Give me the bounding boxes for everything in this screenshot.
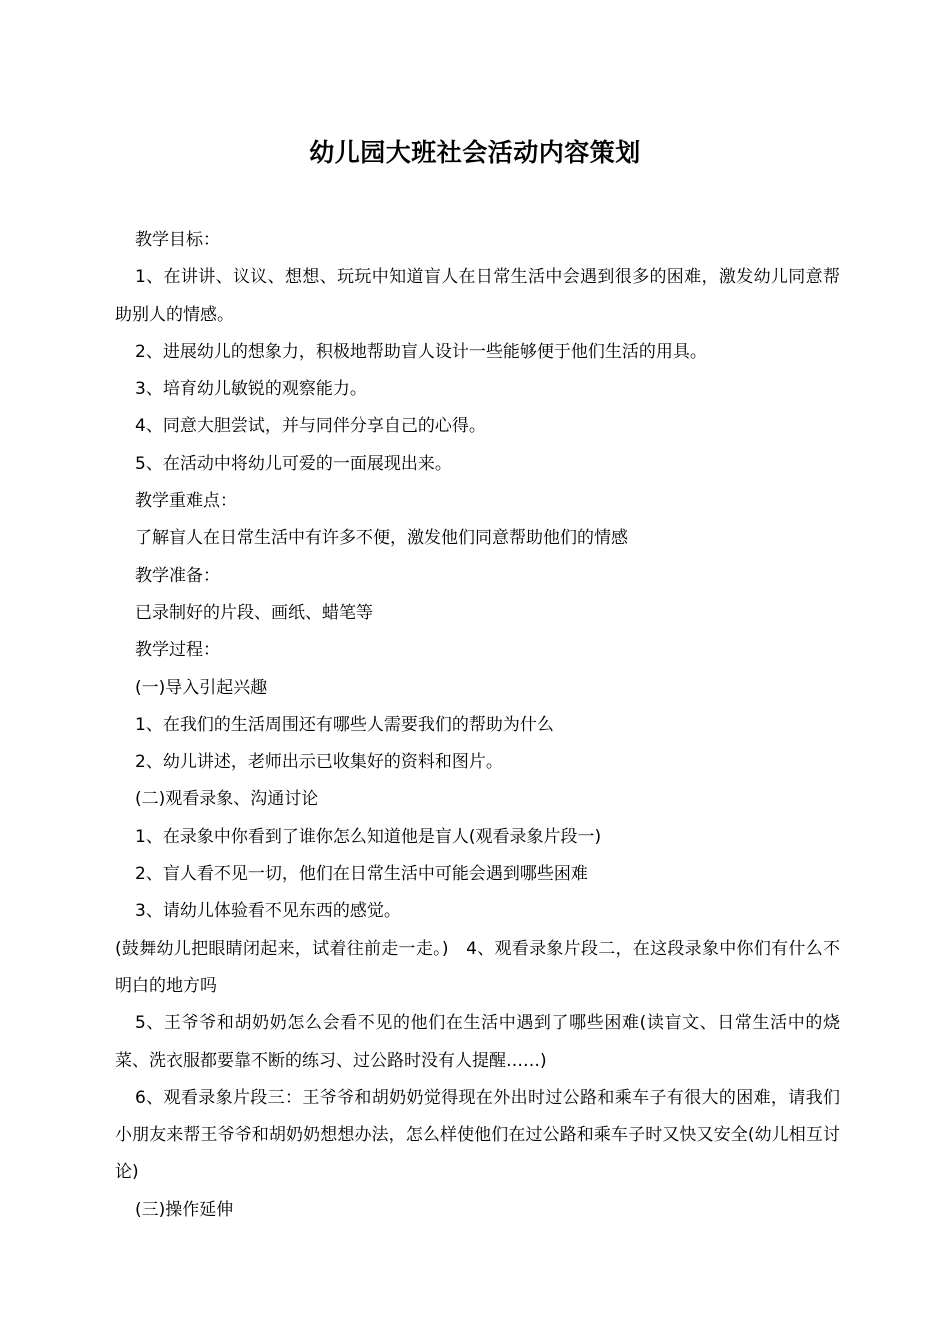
process-step: 2、盲人看不见一切，他们在日常生活中可能会遇到哪些困难 xyxy=(135,864,588,885)
document-title: 幼儿园大班社会活动内容策划 xyxy=(309,138,641,167)
process-step: 1、在录象中你看到了谁你怎么知道他是盲人(观看录象片段一) xyxy=(135,826,602,847)
objective-item-5: 5、在活动中将幼儿可爱的一面展现出来。 xyxy=(135,453,452,474)
process-step: 6、观看录象片段三：王爷爷和胡奶奶觉得现在外出时过公路和乘车子有很大的困难，请我们小朋友来帮王爷爷和胡奶奶想想办法，怎么样使他们在过公路和乘车子时又快又安全(幼儿相互讨论) xyxy=(115,1087,840,1183)
objective-item-2: 2、进展幼儿的想象力，积极地帮助盲人设计一些能够便于他们生活的用具。 xyxy=(135,341,707,362)
document-body xyxy=(115,222,840,1229)
process-step: (鼓舞幼儿把眼睛闭起来，试着往前走一走。) 4、观看录象片段二，在这段录象中你们有什么不明白的地方吗 xyxy=(115,938,840,996)
objective-item-4: 4、同意大胆尝试，并与同伴分享自己的心得。 xyxy=(135,416,486,437)
section-heading-objectives: 教学目标： xyxy=(135,230,220,250)
process-part-2-heading: (二)观看录象、沟通讨论 xyxy=(135,789,319,810)
process-step: 1、在我们的生活周围还有哪些人需要我们的帮助为什么 xyxy=(135,714,554,735)
process-step: 5、王爷爷和胡奶奶怎么会看不见的他们在生活中遇到了哪些困难(读盲文、日常生活中的烧菜、洗衣服都要靠不断的练习、过公路时没有人提醒……) xyxy=(115,1013,840,1071)
process-part-1-heading: (一)导入引起兴趣 xyxy=(135,677,268,698)
preparation-text: 已录制好的片段、画纸、蜡笔等 xyxy=(135,602,373,623)
process-step: 3、请幼儿体验看不见东西的感觉。 xyxy=(135,901,401,922)
process-part-3-heading: (三)操作延伸 xyxy=(135,1199,234,1220)
section-heading-preparation: 教学准备： xyxy=(135,565,220,586)
objective-item-3: 3、培育幼儿敏锐的观察能力。 xyxy=(135,379,367,400)
process-step: 2、幼儿讲述，老师出示已收集好的资料和图片。 xyxy=(135,752,503,773)
section-heading-key-points: 教学重难点： xyxy=(135,491,237,512)
key-points-text: 了解盲人在日常生活中有许多不便，激发他们同意帮助他们的情感 xyxy=(135,528,628,549)
objective-item-1: 1、在讲讲、议议、想想、玩玩中知道盲人在日常生活中会遇到很多的困难，激发幼儿同意帮助别人的情感。 xyxy=(115,267,840,325)
section-heading-process: 教学过程： xyxy=(135,640,220,661)
